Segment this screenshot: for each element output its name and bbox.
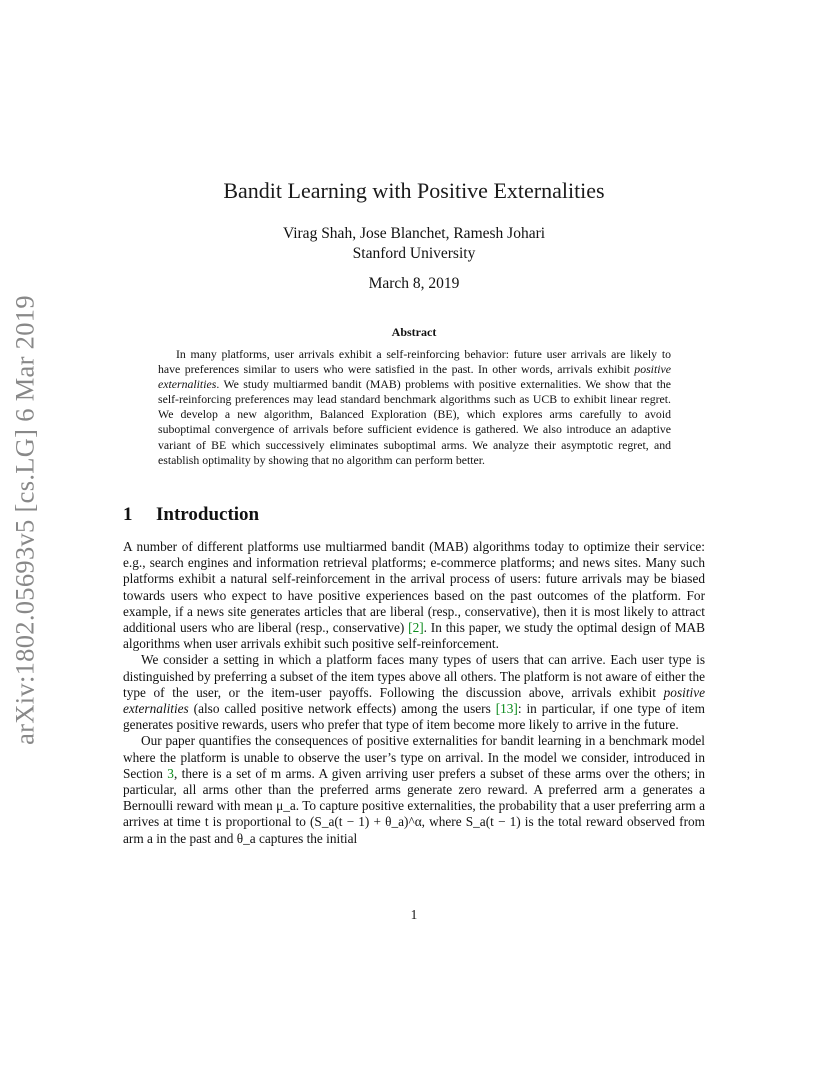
abstract-body <box>158 347 671 468</box>
paragraph-2-text-b: (also called positive network effects) among the users <box>193 701 491 717</box>
citation-link[interactable]: [2] <box>408 620 424 636</box>
abstract-emphasis: positive externalities <box>158 362 671 392</box>
section-number: 1 <box>123 504 133 525</box>
paragraph-3 <box>123 733 705 846</box>
section-title: Introduction <box>156 504 260 525</box>
paragraph-3-text-b: , there is a set of m arms. A given arriving user prefers a subset of these arms over the others; in particular, all arms other than the preferred arms generate zero reward. A preferred arm a generates a Bernoulli reward with mean μ_a. To capture positive externalities, the probability that a user preferring arm a arrives at time t is proportional to (S_a(t − 1) + θ_a)^α, where S_a(t − 1) is the total reward observed from arm a in the past and θ_a captures the initial <box>123 765 705 846</box>
paragraph-3-text-a: Our paper quantifies the consequences of positive externalities for bandit learning in a benchmark model where the platform is unable to observe the user’s type on arrival. In the model we consider, introduced in Section <box>123 733 705 781</box>
arxiv-identifier: arXiv:1802.05693v5 [cs.LG] 6 Mar 2019 <box>9 295 40 745</box>
paragraph-1 <box>123 539 705 652</box>
paragraph-2-text-c: : in particular, if one type of item generates positive rewards, users who prefer that type of item become more likely to arrive in the future. <box>123 701 705 733</box>
paragraph-2-text-a: We consider a setting in which a platform faces many types of users that can arrive. Each user type is distinguished by preferring a subset of the item types above all others. The platform is not aware of either the type of the user, or the item-user payoffs. Following the discussion above, arrivals exhibit <box>123 652 705 700</box>
citation-link[interactable]: [13] <box>495 701 518 717</box>
paper-title: Bandit Learning with Positive Externalities <box>223 178 605 203</box>
paragraph-1-text-b: . In this paper, we study the optimal design of MAB algorithms when user arrivals exhibit such positive self-reinforcement. <box>123 620 706 652</box>
paper-date: March 8, 2019 <box>368 275 460 292</box>
paragraph-2 <box>123 652 705 733</box>
author-block <box>0 224 828 264</box>
affiliation: Stanford University <box>352 245 476 262</box>
authors: Virag Shah, Jose Blanchet, Ramesh Johari <box>282 225 546 242</box>
paragraph-1-text-a: A number of different platforms use multiarmed bandit (MAB) algorithms today to optimize their service: e.g., search engines and information retrieval platforms; e-commerce platforms; and news sites. Many such platforms exhibit a natural self-reinforcement in the arrival process of users: future arrivals may be biased towards users who expect to have positive experiences based on the past outcomes of the platform. For example, if a news site generates articles that are liberal (resp., conservative), then it is most likely to attract additional users who are liberal (resp., conservative) <box>123 539 705 636</box>
abstract-text-1: In many platforms, user arrivals exhibit a self-reinforcing behavior: future user arrivals are likely to have preferences similar to users who were satisfied in the past. In other words, arrivals exhibit <box>158 347 671 377</box>
page-number: 1 <box>410 907 418 922</box>
section-heading <box>123 504 259 526</box>
abstract-heading: Abstract <box>391 325 437 339</box>
section-reference-link[interactable]: 3 <box>167 765 174 781</box>
introduction-body <box>123 539 705 847</box>
paragraph-2-emphasis: positive externalities <box>123 684 706 717</box>
abstract-text-2: . We study multiarmed bandit (MAB) problems with positive externalities. We show that the self-reinforcing preferences may lead standard benchmark algorithms such as UCB to exhibit linear regret. We develop a new algorithm, Balanced Exploration (BE), which explores arms carefully to avoid suboptimal convergence of arrivals before sufficient evidence is gathered. We also introduce an adaptive variant of BE which successively eliminates suboptimal arms. We analyze their asymptotic regret, and establish optimality by showing that no algorithm can perform better. <box>158 377 671 467</box>
arxiv-stamp <box>2 290 48 750</box>
